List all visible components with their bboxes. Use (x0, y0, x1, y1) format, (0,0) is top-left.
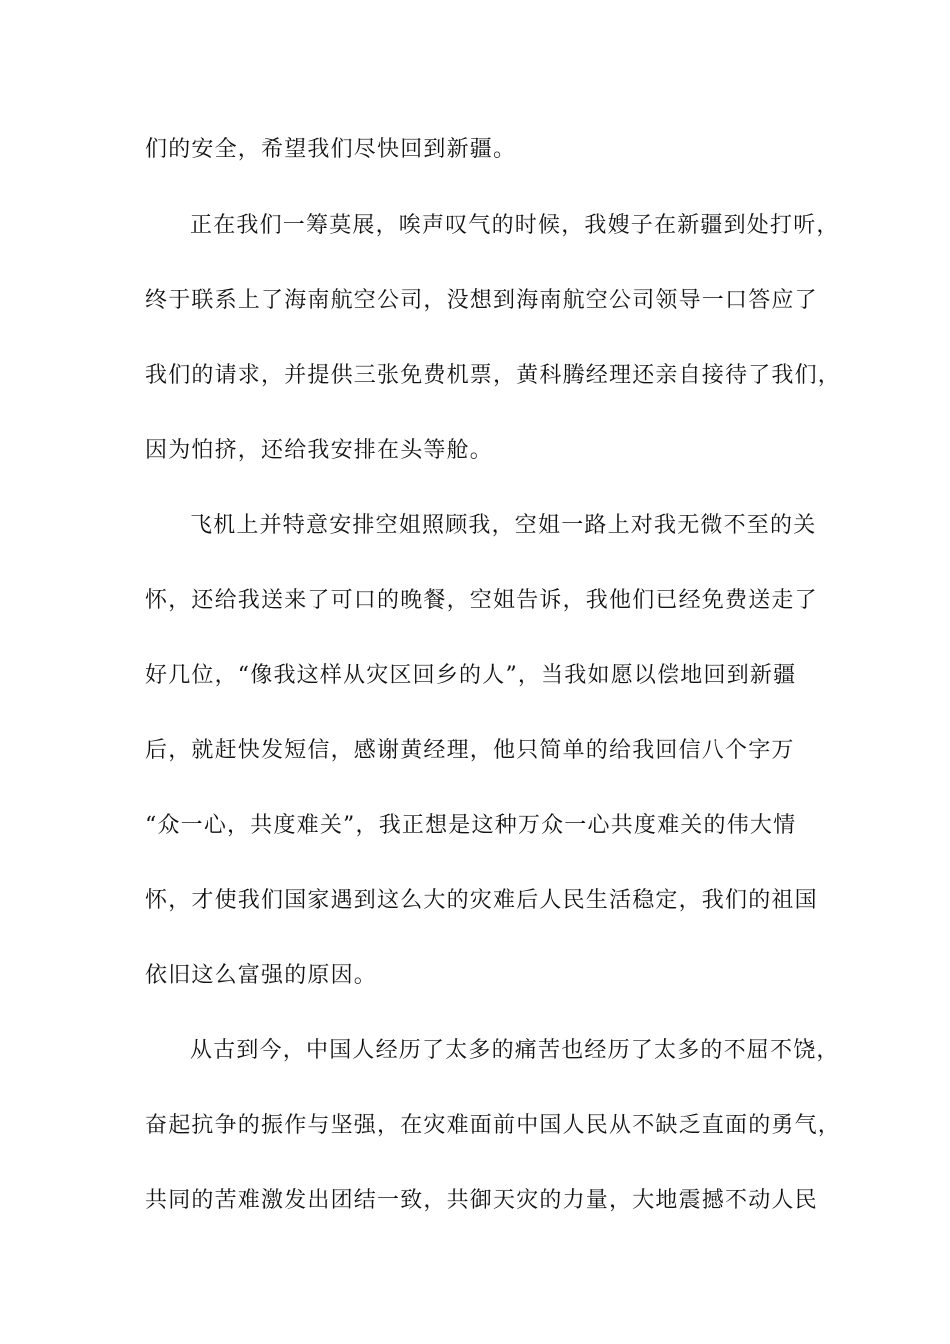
text-line: 我们的请求，并提供三张免费机票，黄科腾经理还亲自接待了我们， (145, 363, 842, 388)
paragraph-first-line: 从古到今，中国人经历了太多的痛苦也经历了太多的不屈不饶， (190, 1038, 840, 1063)
text-line: 依旧这么富强的原因。 (145, 963, 378, 988)
paragraph-first-line: 正在我们一筹莫展，唉声叹气的时候，我嫂子在新疆到处打听， (190, 213, 840, 238)
text-line: 终于联系上了海南航空公司，没想到海南航空公司领导一口答应了 (145, 288, 818, 313)
text-line: 好几位，“像我这样从灾区回乡的人”，当我如愿以偿地回到新疆 (145, 663, 797, 688)
text-line: “众一心，共度难关”，我正想是这种万众一心共度难关的伟大情 (145, 813, 797, 838)
text-line: 共同的苦难激发出团结一致，共御天灾的力量，大地震撼不动人民 (145, 1188, 818, 1213)
text-line: 后，就赶快发短信，感谢黄经理，他只简单的给我回信八个字万 (145, 738, 795, 763)
paragraph-first-line: 飞机上并特意安排空姐照顾我，空姐一路上对我无微不至的关 (190, 513, 817, 538)
text-line: 怀，还给我送来了可口的晚餐，空姐告诉，我他们已经免费送走了 (145, 588, 818, 613)
text-line: 因为怕挤，还给我安排在头等舱。 (145, 438, 494, 463)
text-line: 们的安全，希望我们尽快回到新疆。 (145, 137, 517, 162)
text-line: 怀，才使我们国家遇到这么大的灾难后人民生活稳定，我们的祖国 (145, 888, 818, 913)
text-line: 奋起抗争的振作与坚强，在灾难面前中国人民从不缺乏直面的勇气， (145, 1113, 842, 1138)
